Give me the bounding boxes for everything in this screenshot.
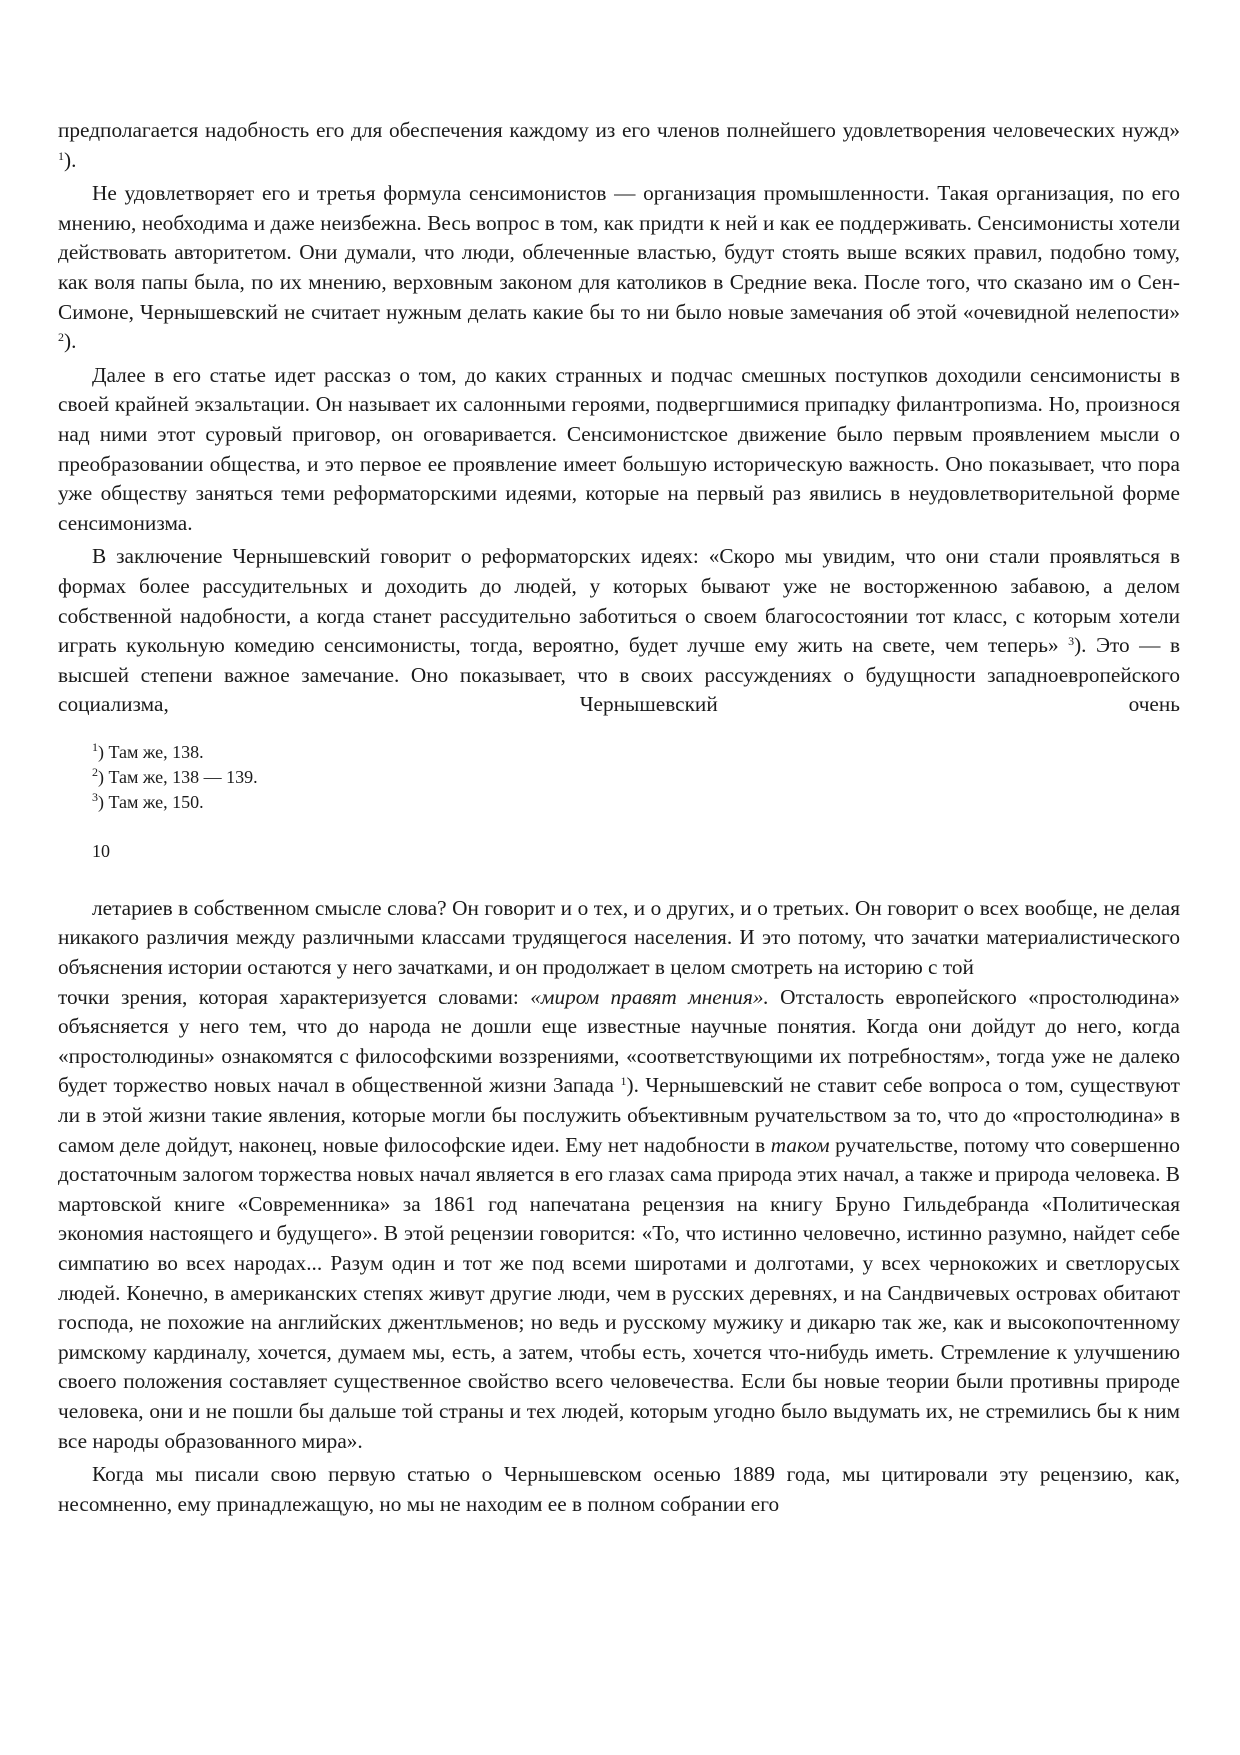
- paragraph: летариев в собственном смысле слова? Он говорит и о тех, и о других, и о третьих. Он говорит о всех вообще, не делая никакого различия между различными классами трудящегося населения. И это потому, что зачатки материалистического объяснения истории остаются у него зачатками, и он продолжает в целом смотреть на историю с той точки зрения, которая характеризуется словами: «миром правят мнения». Отсталость европейского «простолюдина» объясняется у него тем, что до народа не дошли еще известные научные понятия. Когда они дойдут до него, когда «простолюдины» ознакомятся с философскими воззрениями, «соответствующими их потребностям», тогда уже не далеко будет торжество новых начал в общественной жизни Запада $^1$). Чернышевский не ставит себе вопроса о том, существуют ли в этой жизни такие явления, которые могли бы послужить объективным ручательством за то, что до «простолюдина» в самом деле дойдут, наконец, новые философские идеи. Ему нет надобности в таком ручательстве, потому что совершенно достаточным залогом торжества новых начал является в его глазах сама природа этих начал, а также и природа человека. В мартовской книге «Современника» за 1861 год напечатана рецензия на книгу Бруно Гильдебранда «Политическая экономия настоящего и будущего». В этой рецензии говорится: «То, что истинно человечно, истинно разумно, найдет себе симпатию во всех народах... Разум один и тот же под всеми широтами и долготами, у всех чернокожих и светлорусых людей. Конечно, в американских степях живут другие люди, чем в русских деревнях, и на Сандвичевых островах обитают господа, не похожие на английских джентльменов; но ведь и русскому мужику и дикарю так же, как и высокопочтенному римскому кардиналу, хочется, думаем мы, есть, а затем, чтобы есть, хочется что-нибудь иметь. Стремление к улучшению своего положения составляет существенное свойство всего человечества. Если бы новые теории были противны природе человека, они и не пошли бы дальше той страны и тех людей, которым угодно было выдумать их, не стремились бы к ним все народы образованного мира».: [58, 895, 1180, 1453]
- footnote: $^3$) Там же, 150.: [92, 789, 204, 812]
- quote: «миром правят мнения».: [530, 984, 769, 1009]
- footnote: $^1$) Там же, 138.: [92, 739, 204, 762]
- paragraph: Далее в его статье идет рассказ о том, до каких странных и подчас смешных поступков доходили сенсимонисты в своей крайней экзальтации. Он называет их салонными героями, подвергшимися припадку филантропизма. Но, произнося над ними этот суровый приговор, он оговаривается. Сенсимонистское движение было первым проявлением мысли о преобразовании общества, и это первое ее проявление имеет большую историческую важность. Оно показывает, что пора уже обществу заняться теми реформаторскими идеями, которые на первый раз явились в неудовлетворительной форме сенсимонизма.: [58, 362, 1180, 535]
- paragraph: В заключение Чернышевский говорит о реформаторских идеях: «Скоро мы увидим, что они стали проявляться в формах более рассудительных и доходить до людей, у которых бывают уже не восторженною забавою, а делом собственной надобности, а когда станет рассудительно заботиться о своем благосостоянии тот класс, с которым хотели играть кукольную комедию сенсимонисты, тогда, вероятно, будет лучше ему жить на свете, чем теперь» $^3$). Это — в высшей степени важное замечание. Оно показывает, что в своих рассуждениях о будущности западноевропейского социализма, Чернышевский очень: [58, 544, 1180, 717]
- paragraph: предполагается надобность его для обеспечения каждому из его членов полнейшего удовлетворения человеческих нужд» $^1$).: [58, 118, 1180, 172]
- page-number: 10: [92, 840, 110, 861]
- footnote-ref[interactable]: 2: [58, 329, 64, 344]
- footnote-ref[interactable]: 1: [620, 1074, 627, 1089]
- paragraph: Когда мы писали свою первую статью о Чернышевском осенью 1889 года, мы цитировали эту рецензию, как, несомненно, ему принадлежащую, но мы не находим ее в полном собрании его: [58, 1462, 1180, 1516]
- footnote: $^2$) Там же, 138 — 139.: [92, 764, 258, 787]
- footnotes: [58, 740, 1180, 815]
- document-page: [58, 116, 1180, 1519]
- footnote-ref[interactable]: 1: [58, 148, 64, 163]
- footnote-ref[interactable]: 3: [1068, 633, 1075, 648]
- paragraph: Не удовлетворяет его и третья формула сенсимонистов — организация промышленности. Такая организация, по его мнению, необходима и даже неизбежна. Весь вопрос в том, как придти к ней и как ее поддерживать. Сенсимонисты хотели действовать авторитетом. Они думали, что люди, облеченные властью, будут стоять выше всяких правил, подобно тому, как воля папы была, по их мнению, верховным законом для католиков в Средние века. После того, что сказано им о Сен-Симоне, Чернышевский не считает нужным делать какие бы то ни было новые замечания об этой «очевидной нелепости» $^2$).: [58, 181, 1180, 354]
- emphasis: таком: [770, 1132, 830, 1157]
